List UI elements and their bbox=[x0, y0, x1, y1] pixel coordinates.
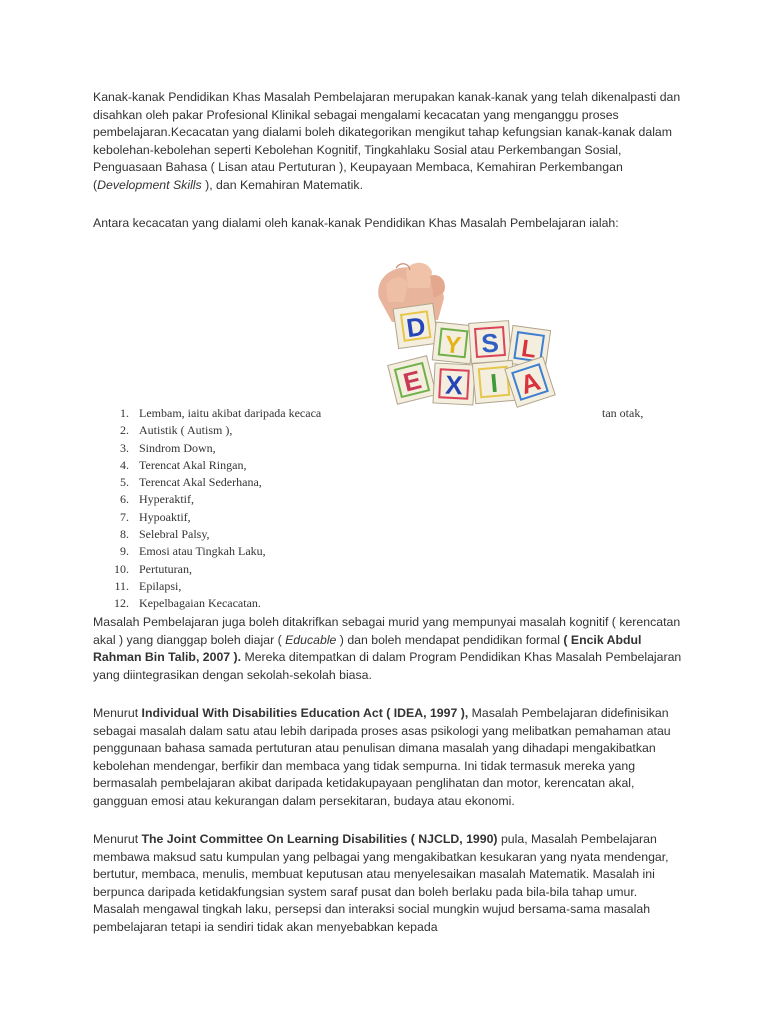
svg-text:E: E bbox=[400, 364, 425, 398]
citation-idea: Individual With Disabilities Education Act ( IDEA, 1997 ), bbox=[141, 706, 469, 720]
list-item: 6. Hyperaktif, bbox=[120, 492, 194, 507]
njcld-paragraph: Menurut The Joint Committee On Learning Disabilities ( NJCLD, 1990) pula, Masalah Pembelajaran membawa maksud satu kumpulan yang pelbagai yang mengakibatkan kesukaran yang nyata mendengar, bertutur, membaca, menulis, membuat keputusan atau menyelesaikan masalah Matematik. Masalah ini berpunca daripada ketidakfungsian system saraf pusat dan boleh berlaku pada bila-bila tahap umur. Masalah mengawal tingkah laku, persepsi dan interaksi social mungkin wujud bersama-sama masalah pembelajaran tetapi ia sendiri tidak akan menyebabkan kepada bbox=[93, 832, 669, 934]
svg-text:S: S bbox=[480, 327, 500, 359]
block-s bbox=[469, 321, 512, 364]
idea-paragraph: Menurut Individual With Disabilities Education Act ( IDEA, 1997 ), Masalah Pembelajaran didefinisikan sebagai masalah dalam satu atau lebih daripada proses asas psikologi yang melibatkan pemahaman atau penggunaan bahasa samada pertuturan atau penulisan dimana masalah yang dihadapi mengakibatkan kebolehan mendengar, berfikir dan membaca yang tidak sempurna. Ini tidak termasuk mereka yang bermasalah pembelajaran akibat daripada ketidakupayaan penglihatan dan motor, kerencatan akal, gangguan emosi atau kekurangan dalam persekitaran, budaya atau ekonomi. bbox=[93, 706, 671, 808]
list-item: 10. Pertuturan, bbox=[114, 561, 192, 576]
list-item: 2. Autistik ( Autism ), bbox=[120, 423, 233, 438]
svg-text:X: X bbox=[444, 369, 464, 401]
educable-term: Educable bbox=[285, 632, 337, 647]
svg-text:I: I bbox=[489, 367, 499, 399]
citation-njcld: The Joint Committee On Learning Disabilities ( NJCLD, 1990) bbox=[141, 832, 498, 846]
list-item: 8. Selebral Palsy, bbox=[120, 527, 210, 542]
block-e bbox=[388, 356, 436, 404]
development-skills-term: Development Skills bbox=[97, 177, 202, 192]
list-intro-paragraph: Antara kecacatan yang dialami oleh kanak-kanak Pendidikan Khas Masalah Pembelajaran ialah: bbox=[93, 216, 619, 230]
definition-paragraph: Masalah Pembelajaran juga boleh ditakrifkan sebagai murid yang mempunyai masalah kognitif ( kerencatan akal ) yang dianggap boleh diajar ( Educable ) dan boleh mendapat pendidikan formal ( Encik Abdul Rahman Bin Talib, 2007 ). Mereka ditempatkan di dalam Program Pendidikan Khas Masalah Pembelajaran yang diintegrasikan dengan sekolah-sekolah biasa. bbox=[93, 615, 682, 682]
list-item: 5. Terencat Akal Sederhana, bbox=[120, 475, 262, 490]
svg-text:Y: Y bbox=[443, 331, 463, 360]
list-item: 12. Kepelbagaian Kecacatan. bbox=[114, 596, 261, 611]
list-item: 9. Emosi atau Tingkah Laku, bbox=[120, 544, 266, 559]
svg-text:D: D bbox=[404, 310, 428, 344]
list-item: 11. Epilapsi, bbox=[114, 578, 182, 593]
block-y bbox=[432, 322, 474, 364]
dyslexia-blocks-image bbox=[334, 258, 562, 410]
list-item: 7. Hypoaktif, bbox=[120, 509, 191, 524]
list-item: 3. Sindrom Down, bbox=[120, 440, 216, 455]
block-x bbox=[433, 363, 475, 405]
intro-paragraph: Kanak-kanak Pendidikan Khas Masalah Pembelajaran merupakan kanak-kanak yang telah dikenalpasti dan disahkan oleh pakar Profesional Klinikal sebagai mengalami kecacatan yang menganggu proses pembelajaran.Kecacatan yang dialami boleh dikategorikan mengikut tahap kefungsian kanak-kanak dalam kebolehan-kebolehan seperti Kebolehan Kognitif, Tingkahlaku Sosial atau Perkembangan Sosial, Penguasaan Bahasa ( Lisan atau Pertuturan ), Keupayaan Membaca, Kemahiran Perkembangan (Development Skills ), dan Kemahiran Matematik. bbox=[93, 90, 681, 192]
disability-list bbox=[93, 405, 693, 613]
list-item: 4. Terencat Akal Ringan, bbox=[120, 457, 247, 472]
citation-talib: ( Encik Abdul Rahman Bin Talib, 2007 ). bbox=[93, 632, 642, 665]
list-item: 1. Lembam, iaitu akibat daripada kecaca tan otak, bbox=[120, 406, 644, 420]
svg-text:A: A bbox=[516, 365, 544, 401]
block-d bbox=[393, 303, 438, 348]
svg-text:L: L bbox=[519, 334, 538, 364]
